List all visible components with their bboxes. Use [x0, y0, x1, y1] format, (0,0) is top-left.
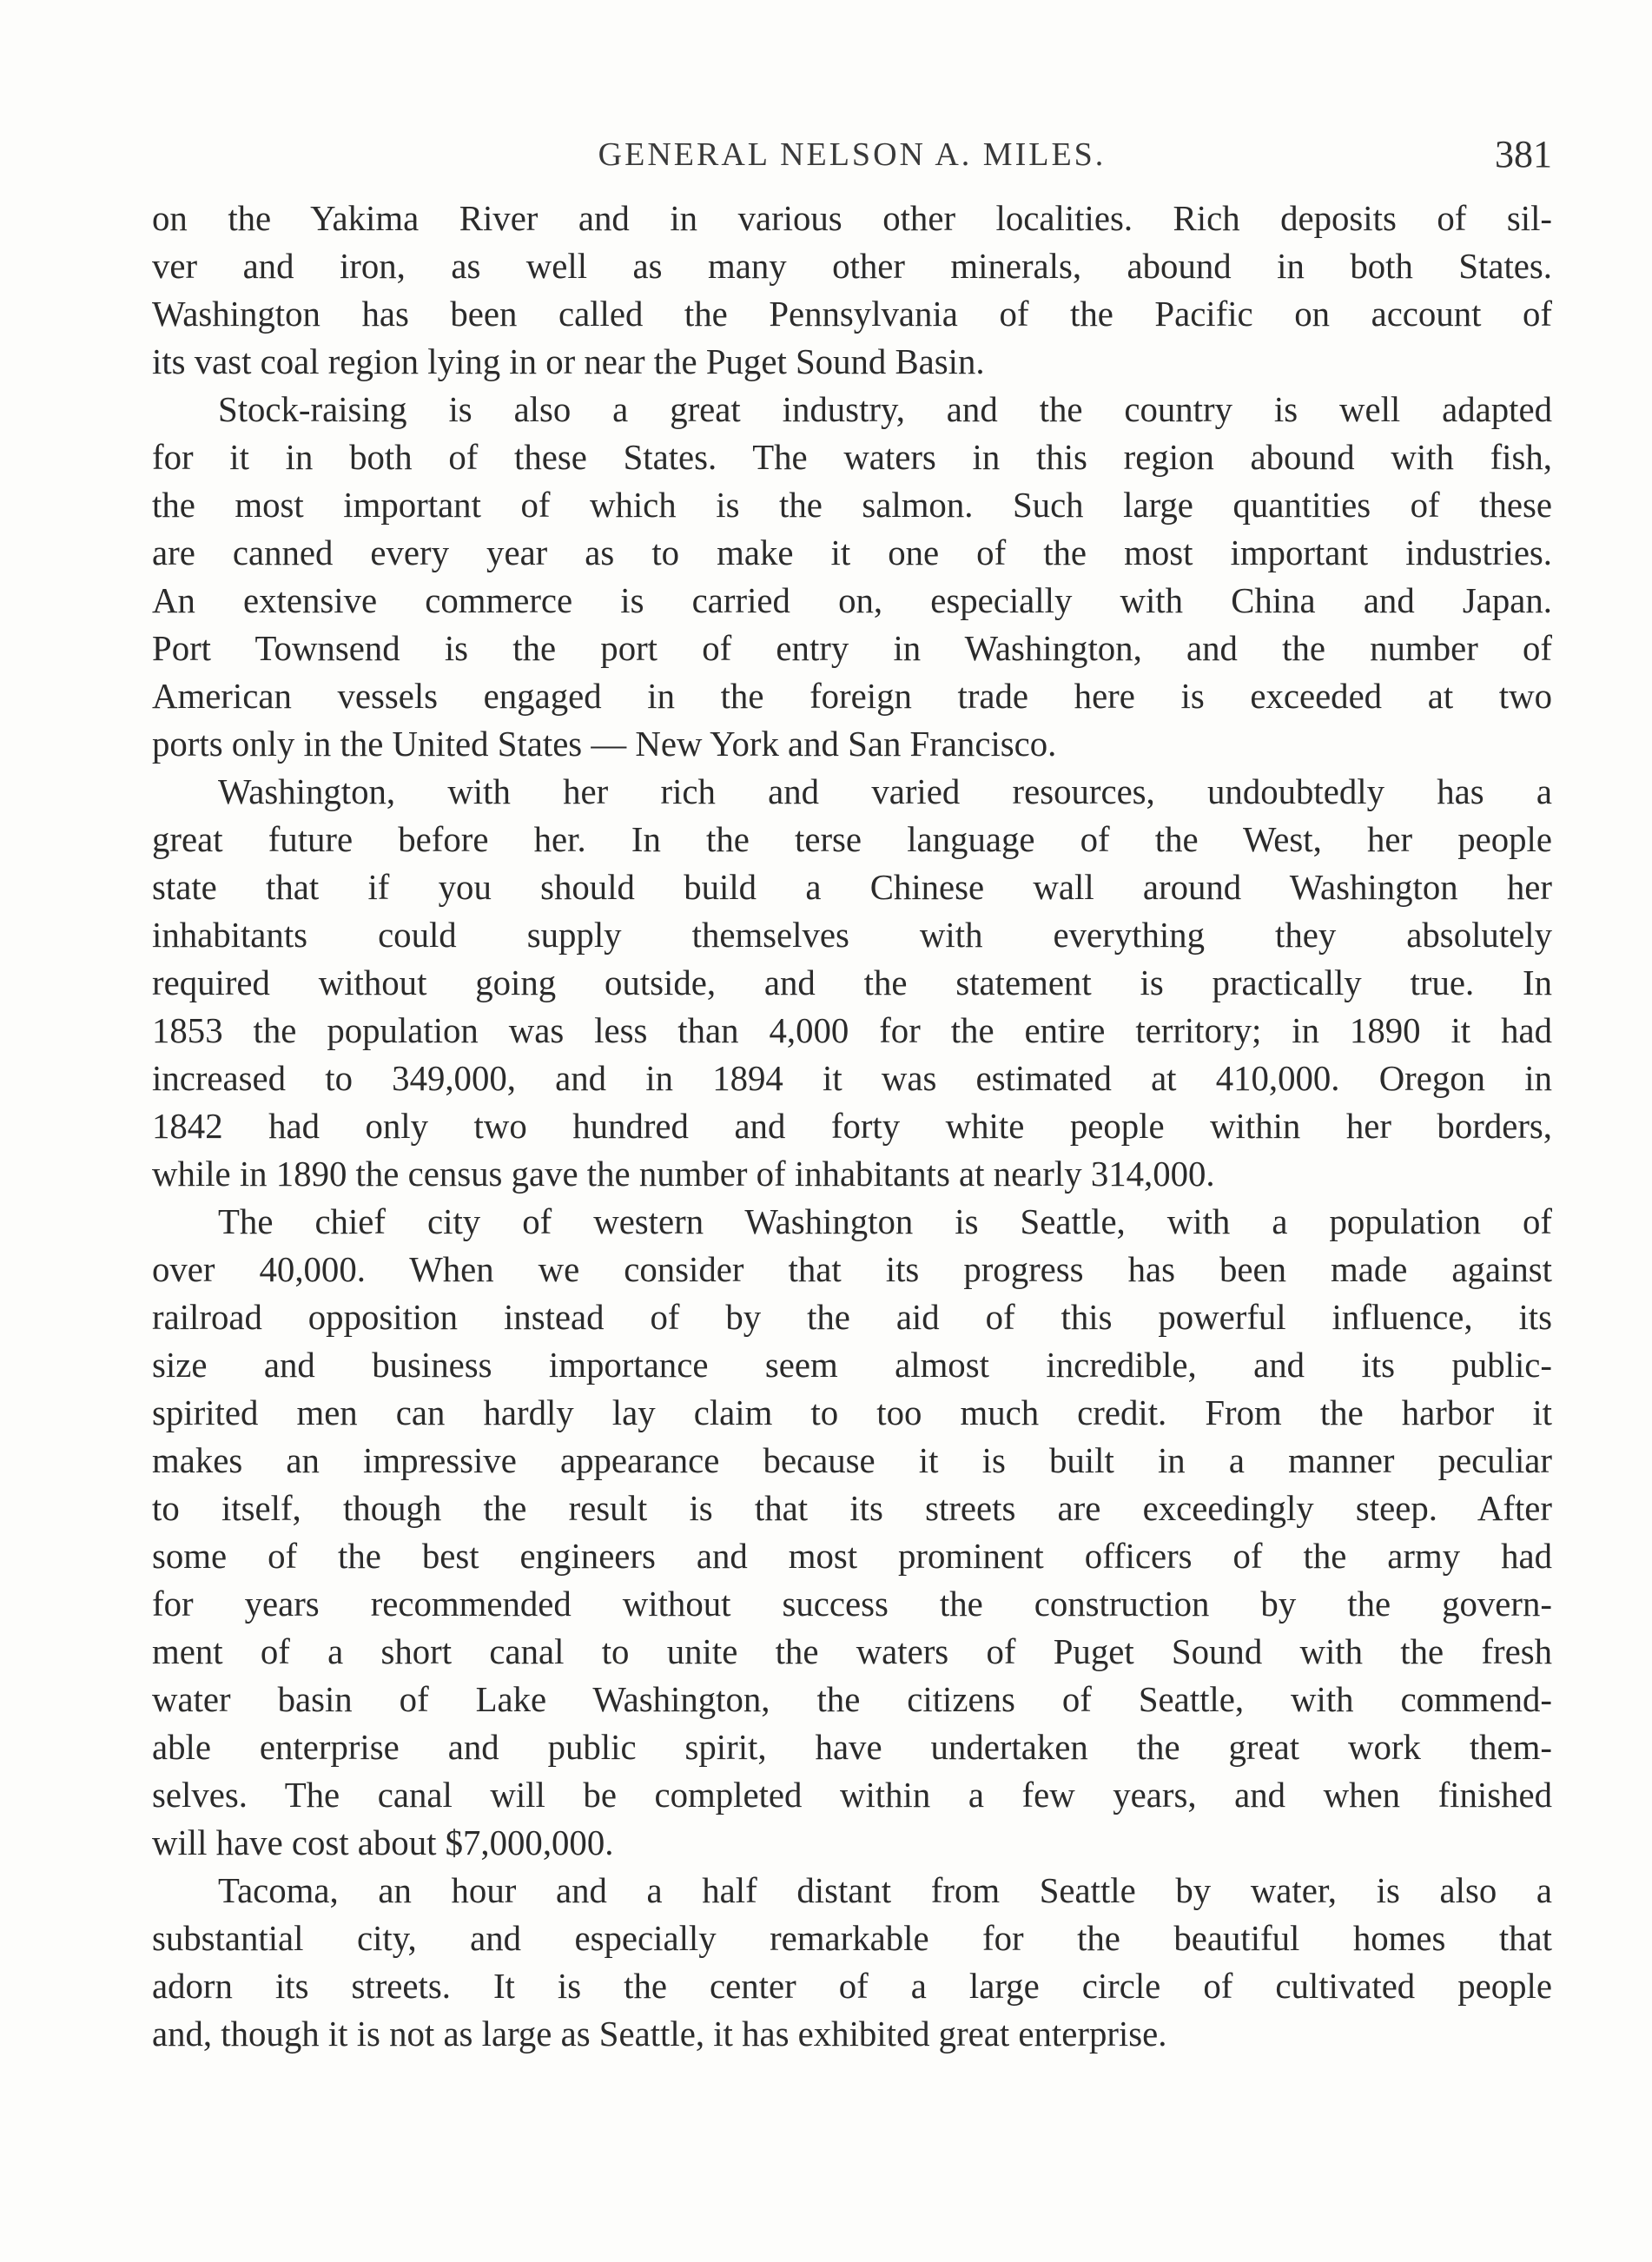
text-line: The chief city of western Washington is Seattle, with a population of [218, 1202, 1552, 1241]
text-line: 1853 the population was less than 4,000 for the entire territory; in 1890 it had [152, 1011, 1552, 1050]
page-number: 381 [1495, 133, 1552, 175]
text-line: ver and iron, as well as many other minerals, abound in both States. [152, 247, 1552, 286]
text-line: ment of a short canal to unite the waters of Puget Sound with the fresh [152, 1632, 1552, 1671]
text-line: 1842 had only two hundred and forty white people within her borders, [152, 1107, 1552, 1146]
text-line: while in 1890 the census gave the number of inhabitants at nearly 314,000. [152, 1154, 1215, 1194]
text-line: Washington has been called the Pennsylvania of the Pacific on account of [152, 294, 1552, 334]
text-line: ports only in the United States — New York and San Francisco. [152, 724, 1057, 764]
paragraph [152, 1198, 1552, 1867]
running-head [152, 129, 1552, 181]
text-line: Washington, with her rich and varied resources, undoubtedly has a [218, 772, 1552, 811]
paragraph [152, 386, 1552, 768]
text-line: will have cost about $7,000,000. [152, 1823, 614, 1862]
text-line: inhabitants could supply themselves with everything they absolutely [152, 916, 1552, 955]
text-line: required without going outside, and the statement is practically true. In [152, 963, 1552, 1002]
text-line: An extensive commerce is carried on, especially with China and Japan. [152, 581, 1552, 620]
text-line: and, though it is not as large as Seattle, it has exhibited great enterprise. [152, 2014, 1167, 2054]
text-line: the most important of which is the salmon. Such large quantities of these [152, 486, 1552, 525]
text-line: size and business importance seem almost incredible, and its public- [152, 1346, 1552, 1385]
paragraph [152, 768, 1552, 1198]
body-text [152, 195, 1552, 2058]
text-line: Port Townsend is the port of entry in Washington, and the number of [152, 629, 1552, 668]
text-line: spirited men can hardly lay claim to too much credit. From the harbor it [152, 1393, 1552, 1432]
text-line: for it in both of these States. The waters in this region abound with fish, [152, 438, 1552, 477]
text-line: great future before her. In the terse language of the West, her people [152, 820, 1552, 859]
text-line: for years recommended without success the construction by the govern- [152, 1584, 1552, 1624]
paragraph [152, 195, 1552, 386]
text-line: makes an impressive appearance because it is built in a manner peculiar [152, 1441, 1552, 1480]
text-line: to itself, though the result is that its streets are exceedingly steep. After [152, 1489, 1552, 1528]
text-line: substantial city, and especially remarkable for the beautiful homes that [152, 1919, 1552, 1958]
text-line: over 40,000. When we consider that its progress has been made against [152, 1250, 1552, 1289]
text-line: on the Yakima River and in various other localities. Rich deposits of sil- [152, 199, 1552, 238]
text-line: are canned every year as to make it one of the most important industries. [152, 533, 1552, 572]
text-line: railroad opposition instead of by the aid of this powerful influence, its [152, 1298, 1552, 1337]
text-line: able enterprise and public spirit, have undertaken the great work them- [152, 1728, 1552, 1767]
text-line: adorn its streets. It is the center of a large circle of cultivated people [152, 1967, 1552, 2006]
text-line: Tacoma, an hour and a half distant from Seattle by water, is also a [218, 1871, 1552, 1910]
text-line: some of the best engineers and most prominent officers of the army had [152, 1537, 1552, 1576]
text-line: its vast coal region lying in or near the Puget Sound Basin. [152, 342, 985, 381]
text-line: Stock-raising is also a great industry, and the country is well adapted [218, 390, 1552, 429]
running-title: GENERAL NELSON A. MILES. [598, 136, 1107, 173]
paragraph [152, 1867, 1552, 2058]
text-line: selves. The canal will be completed within a few years, and when finished [152, 1776, 1552, 1815]
text-line: American vessels engaged in the foreign trade here is exceeded at two [152, 677, 1552, 716]
text-line: state that if you should build a Chinese wall around Washington her [152, 868, 1552, 907]
text-line: increased to 349,000, and in 1894 it was estimated at 410,000. Oregon in [152, 1059, 1552, 1098]
text-line: water basin of Lake Washington, the citizens of Seattle, with commend- [152, 1680, 1552, 1719]
